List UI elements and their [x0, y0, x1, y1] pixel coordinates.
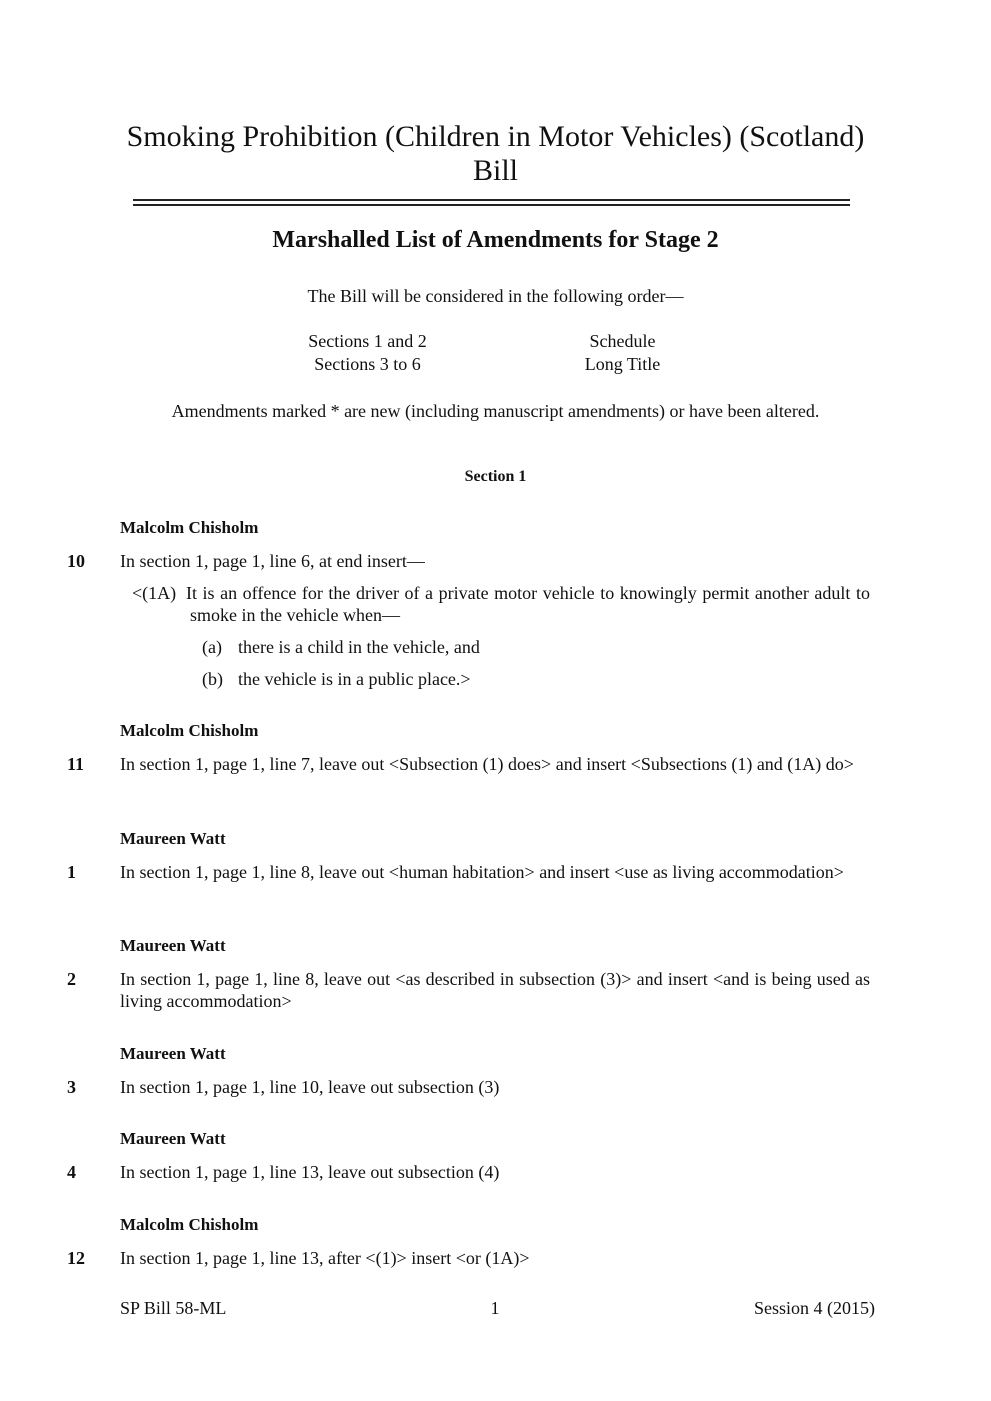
- insert-label: <(1A): [132, 583, 177, 603]
- sponsor: Maureen Watt: [120, 1129, 226, 1148]
- page-number: 1: [490, 1298, 500, 1318]
- order-intro: The Bill will be considered in the following order—: [307, 286, 684, 306]
- divider: [133, 204, 850, 206]
- sponsor: Maureen Watt: [120, 1044, 226, 1063]
- sponsor: Malcolm Chisholm: [120, 1215, 259, 1234]
- amendment-number: 12: [67, 1248, 85, 1268]
- title-line: Smoking Prohibition (Children in Motor Vehicles) (Scotland): [126, 120, 865, 153]
- amendment-text: In section 1, page 1, line 13, leave out subsection (4): [120, 1162, 500, 1182]
- amendment-number: 2: [67, 969, 76, 989]
- amendment-number: 11: [67, 754, 85, 774]
- amendment-number: 10: [67, 551, 85, 571]
- amendment-number: 1: [67, 862, 76, 882]
- order-item: Sections 3 to 6: [314, 354, 421, 374]
- sponsor: Malcolm Chisholm: [120, 518, 259, 537]
- amendment-number: 4: [67, 1162, 76, 1182]
- footer-session: Session 4 (2015): [754, 1298, 875, 1318]
- amendment-number: 3: [67, 1077, 76, 1097]
- amendment-text: In section 1, page 1, line 10, leave out subsection (3): [120, 1077, 500, 1097]
- amendment-text: In section 1, page 1, line 8, leave out <as described in subsection (3)> and insert <and is being used as living accommodation>: [120, 969, 870, 1011]
- title-line: Bill: [472, 154, 518, 187]
- page-heading: Marshalled List of Amendments for Stage 2: [272, 227, 719, 253]
- footer-bill-ref: SP Bill 58-ML: [120, 1298, 227, 1318]
- note: Amendments marked * are new (including manuscript amendments) or have been altered.: [171, 401, 820, 421]
- divider: [133, 199, 850, 201]
- amendment-text: In section 1, page 1, line 6, at end insert—: [120, 551, 425, 571]
- order-item: Sections 1 and 2: [308, 331, 427, 351]
- section-heading: Section 1: [464, 468, 527, 485]
- bill-title: [0, 120, 991, 188]
- para-text: the vehicle is in a public place.>: [238, 669, 471, 689]
- sponsor: Maureen Watt: [120, 829, 226, 848]
- order-item: Long Title: [584, 354, 661, 374]
- insert-text: It is an offence for the driver of a private motor vehicle to knowingly permit another adult to smoke in the vehicle when—: [186, 583, 870, 625]
- sponsor: Maureen Watt: [120, 936, 226, 955]
- para-label: (b): [202, 669, 223, 689]
- para-label: (a): [202, 637, 222, 657]
- amendment-text: In section 1, page 1, line 7, leave out <Subsection (1) does> and insert <Subsections (1) and (1A) do>: [120, 754, 854, 774]
- para-text: there is a child in the vehicle, and: [238, 637, 480, 657]
- amendment-text: In section 1, page 1, line 8, leave out <human habitation> and insert <use as living accommodation>: [120, 862, 844, 882]
- order-item: Schedule: [589, 331, 656, 351]
- sponsor: Malcolm Chisholm: [120, 721, 259, 740]
- amendment-text: In section 1, page 1, line 13, after <(1)> insert <or (1A)>: [120, 1248, 530, 1268]
